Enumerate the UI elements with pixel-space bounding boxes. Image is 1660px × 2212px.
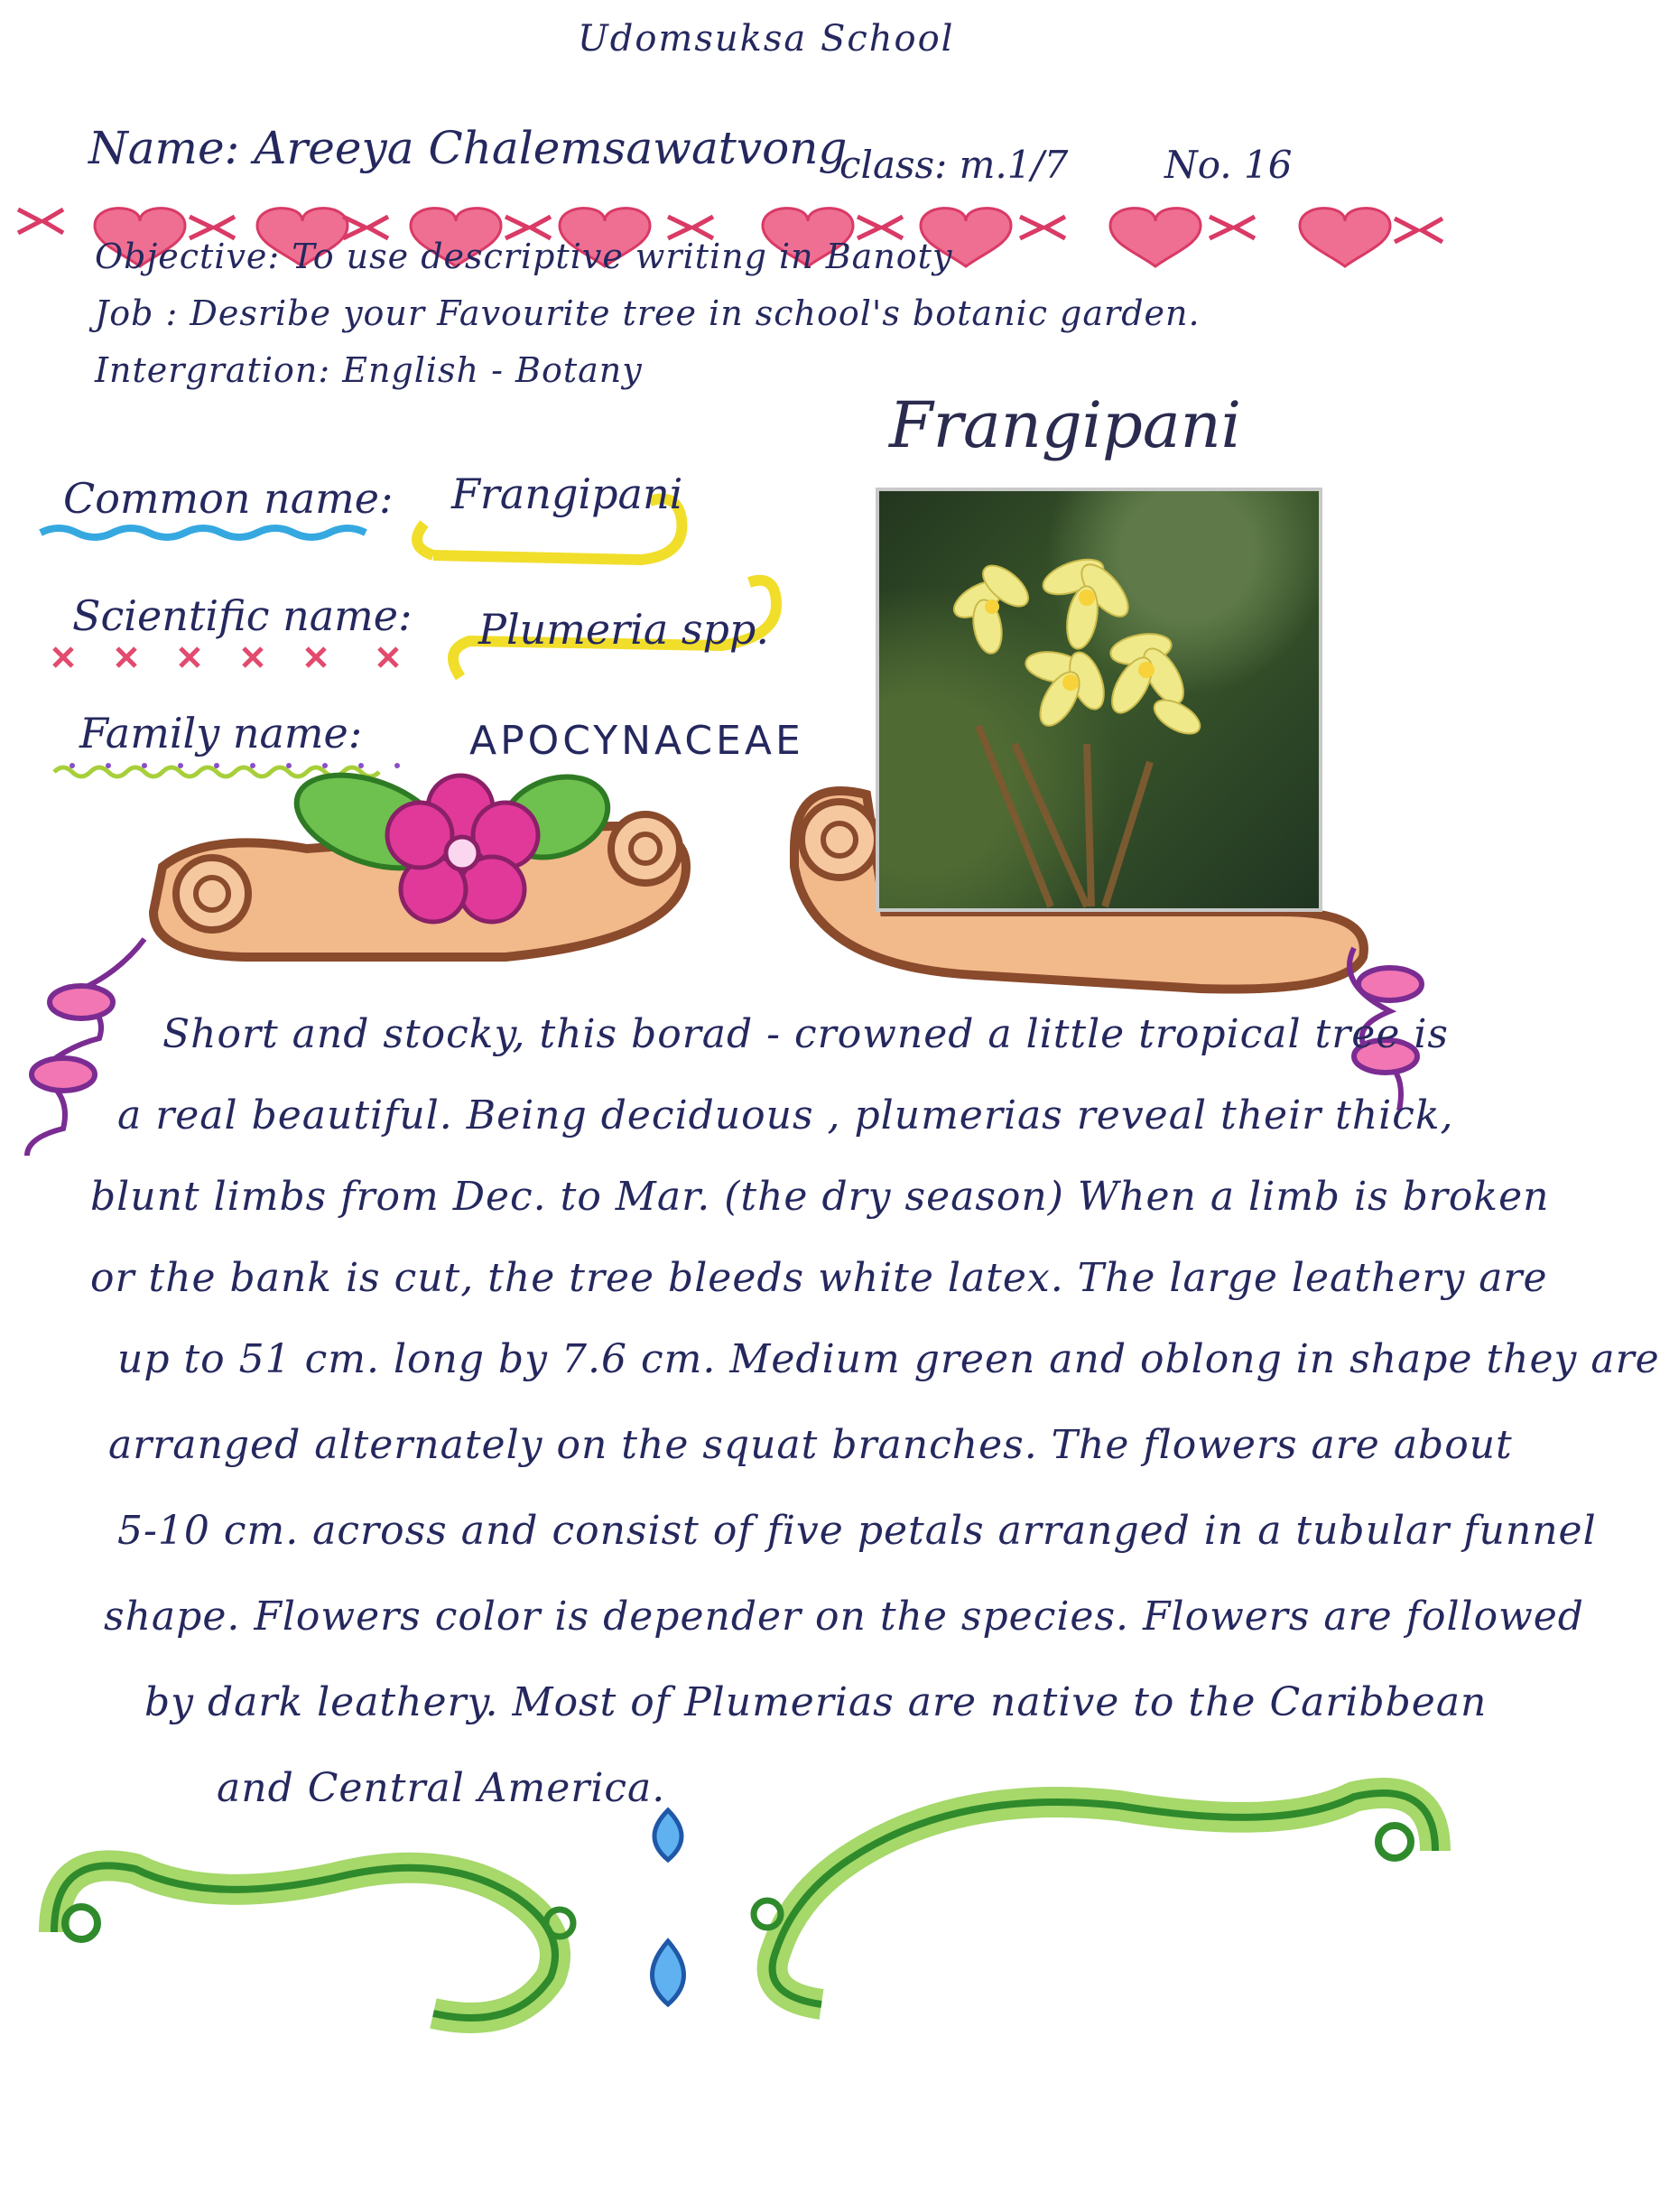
family-name-label: Family name:: [79, 709, 363, 757]
scientific-name-label: Scientific name:: [72, 591, 413, 640]
description-line: and Central America.: [217, 1765, 666, 1811]
description-line: shape. Flowers color is depender on the species. Flowers are followed: [104, 1594, 1584, 1640]
description-line: 5-10 cm. across and consist of five petals arranged in a tubular funnel: [117, 1508, 1597, 1554]
common-name-label: Common name:: [63, 474, 394, 523]
frangipani-flower-icon: [879, 491, 1326, 915]
frangipani-photo: [876, 488, 1322, 912]
common-name-underline: [41, 528, 366, 537]
family-name-value: APOCYNACEAE: [469, 718, 804, 764]
description-line: Short and stocky, this borad - crowned a little tropical tree is: [162, 1011, 1450, 1057]
photo-title: Frangipani: [889, 388, 1242, 462]
description-line: up to 51 cm. long by 7.6 cm. Medium green and oblong in shape they are: [117, 1336, 1660, 1382]
integration-text: Intergration: English - Botany: [95, 350, 643, 390]
scientific-name-value: Plumeria spp.: [478, 605, 769, 654]
student-name: Name: Areeya Chalemsawatvong: [88, 122, 848, 174]
description-line: by dark leathery. Most of Plumerias are native to the Caribbean: [144, 1679, 1488, 1725]
objective-text: Objective: To use descriptive writing in Banoty: [95, 237, 953, 276]
bottom-vine-ornament: [54, 1793, 1435, 2018]
common-name-value: Frangipani: [451, 469, 683, 518]
student-class: class: m.1/7: [839, 143, 1069, 187]
scientific-name-underline: [54, 648, 397, 666]
description-line: arranged alternately on the squat branches. The flowers are about: [108, 1422, 1513, 1468]
description-line: or the bank is cut, the tree bleeds white latex. The large leathery are: [90, 1255, 1548, 1301]
school-name: Udomsuksa School: [578, 18, 955, 60]
description-line: a real beautiful. Being deciduous , plumerias reveal their thick,: [117, 1092, 1454, 1139]
left-scroll-ornament: [153, 757, 686, 957]
student-number: No. 16: [1164, 143, 1293, 187]
job-text: Job : Desribe your Favourite tree in school's botanic garden.: [95, 293, 1201, 333]
description-line: blunt limbs from Dec. to Mar. (the dry season) When a limb is broken: [90, 1174, 1550, 1220]
